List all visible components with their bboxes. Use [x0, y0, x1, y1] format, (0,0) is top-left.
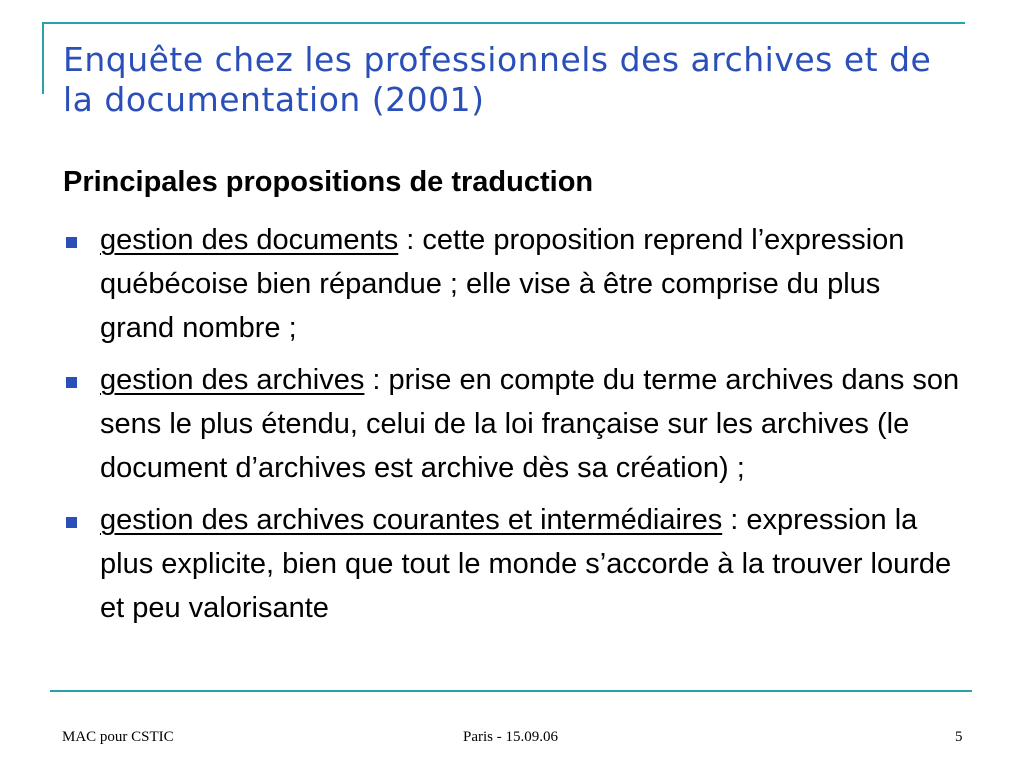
square-bullet-icon [66, 517, 77, 528]
square-bullet-icon [66, 377, 77, 388]
bullet-text: : prise en compte du terme archives dans son sens le plus étendu, celui de la loi française sur les archives (le document d’archives est archive dès sa création) ; [100, 364, 960, 484]
bullet-item [60, 358, 960, 490]
title-frame-left-line [42, 22, 44, 94]
footer-left-text: MAC pour CSTIC [62, 729, 174, 745]
bullet-text: : expression la plus explicite, bien que tout le monde s’accorde à la trouver lourde et peu valorisante [100, 504, 952, 624]
footer-divider-line [50, 690, 972, 692]
bullet-term: gestion des archives [100, 364, 365, 396]
bullet-term: gestion des documents [100, 224, 399, 256]
bullet-item [60, 218, 960, 350]
bullet-term: gestion des archives courantes et intermédiaires [100, 504, 723, 536]
title-frame-top-line [42, 22, 965, 24]
bullet-text: : cette proposition reprend l’expression québécoise bien répandue ; elle vise à être comprise du plus grand nombre ; [100, 224, 905, 344]
slide-subtitle: Principales propositions de traduction [63, 166, 594, 198]
footer-date: Paris - 15.09.06 [463, 729, 558, 745]
slide-title: Enquête chez les professionnels des archives et de la documentation (2001) [63, 40, 932, 119]
square-bullet-icon [66, 237, 77, 248]
page-number: 5 [955, 729, 963, 745]
bullet-item [60, 498, 960, 630]
bullet-list [60, 218, 960, 638]
